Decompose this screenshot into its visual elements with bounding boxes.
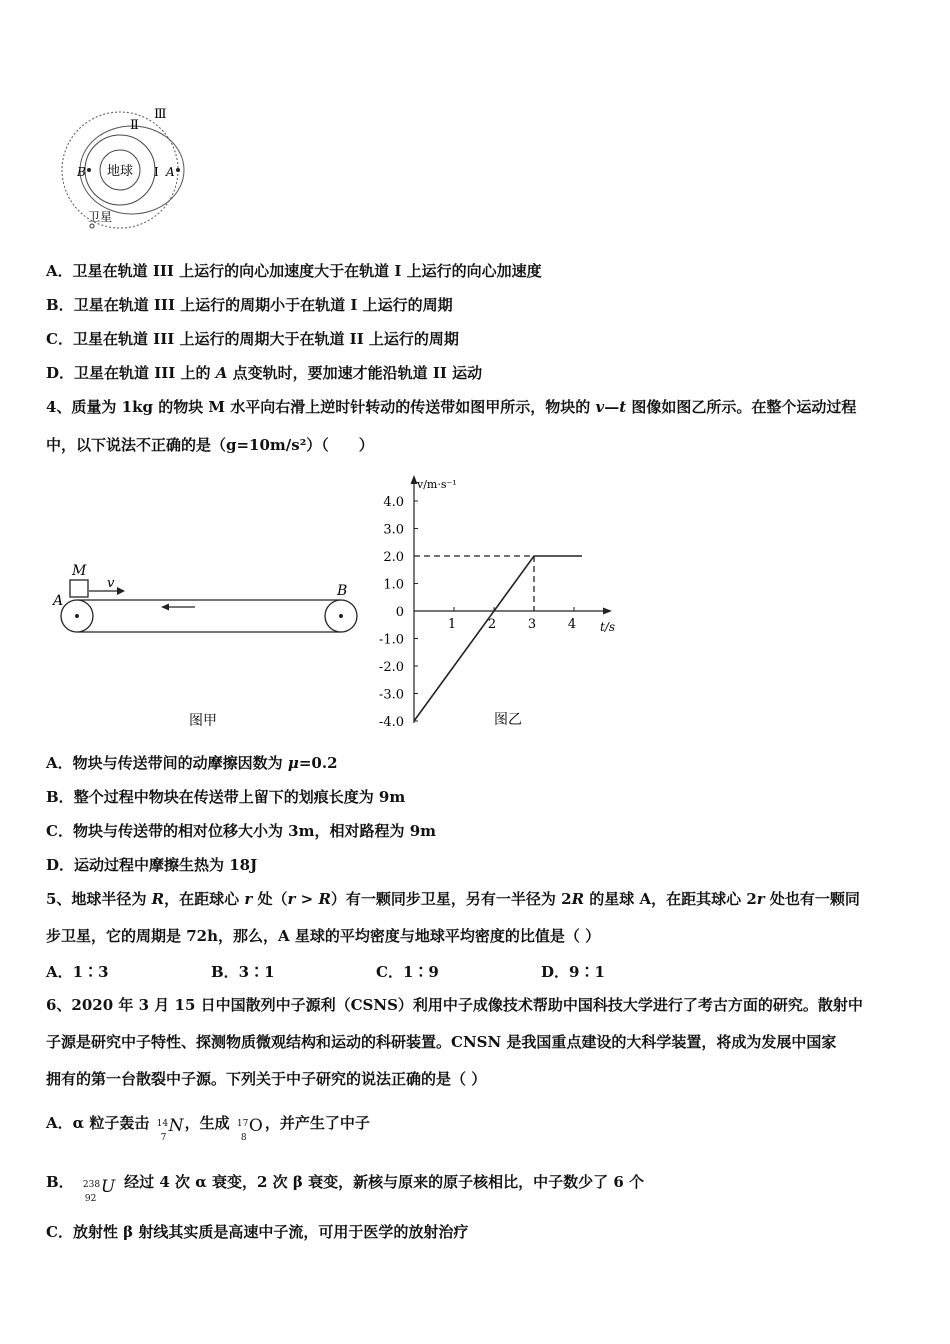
satellite-label: 卫星	[88, 210, 113, 224]
point-a-label: A	[166, 165, 175, 179]
oxygen-17-symbol: 17 8 O	[236, 1116, 263, 1143]
x-tick-label: 3	[527, 617, 537, 632]
q4-stem-line2: 中，以下说法不正确的是（g=10m/s²）（ ）	[46, 436, 374, 454]
q5-option-b: B．3∶1	[211, 963, 275, 981]
earth-label: 地球	[106, 164, 134, 179]
belt-direction-arrow-head	[161, 604, 169, 611]
block-m	[70, 580, 88, 597]
y-tick-label: -1.0	[378, 632, 404, 648]
q3-option-c: C．卫星在轨道 III 上运行的周期大于在轨道 II 上运行的周期	[46, 330, 459, 348]
q6-option-a: A．α 粒子轰击 14 7 N ，生成 17 8 O ，并产生了中子	[46, 1108, 370, 1139]
pulley-b-axle	[339, 614, 343, 618]
y-tick-label: -4.0	[378, 715, 404, 730]
q5-stem-line2: 步卫星，它的周期是 72h，那么，A 星球的平均密度与地球平均密度的比值是（ ）	[46, 927, 601, 945]
y-tick-label: 2.0	[383, 550, 404, 565]
q5-option-c: C．1∶9	[376, 963, 439, 981]
y-tick-label: 0	[395, 605, 404, 620]
q6-stem-line3: 拥有的第一台散裂中子源。下列关于中子研究的说法正确的是（ ）	[46, 1070, 487, 1088]
q3-option-d: D．卫星在轨道 III 上的 A 点变轨时，要加速才能沿轨道 II 运动	[46, 364, 483, 382]
y-tick-label: 4.0	[383, 495, 404, 510]
q5-stem-line1: 5、地球半径为 R，在距球心 r 处（r > R）有一颗同步卫星，另有一半径为 2R 的星球 A，在距其球心 2r 处也有一颗同	[46, 890, 860, 908]
y-axis-label: v/m·s⁻¹	[417, 478, 457, 491]
vt-chart	[360, 470, 640, 740]
pulley-a-label: A	[53, 593, 64, 609]
q6-option-b: B． 238 92 U 经过 4 次 α 衰变，2 次 β 衰变，新核与原来的原子核相比，中子数少了 6 个	[46, 1165, 644, 1199]
q4-option-c: C．物块与传送带的相对位移大小为 3m，相对路程为 9m	[46, 822, 437, 840]
q4-stem-line1: 4、质量为 1kg 的物块 M 水平向右滑上逆时针转动的传送带如图甲所示，物块的 v—t 图像如图乙所示。在整个运动过程	[46, 398, 857, 416]
figure-a-caption: 图甲	[189, 713, 217, 729]
q3-option-b: B．卫星在轨道 III 上运行的周期小于在轨道 I 上运行的周期	[46, 296, 453, 314]
q4-option-a: A．物块与传送带间的动摩擦因数为 μ=0.2	[46, 754, 338, 772]
q5-option-a: A．1∶3	[46, 963, 109, 981]
y-tick-label: -2.0	[378, 660, 404, 675]
x-axis-label: t/s	[600, 620, 616, 634]
point-a-dot	[176, 168, 180, 172]
orbit-1-label: Ⅰ	[154, 165, 159, 179]
y-tick-label: -3.0	[378, 687, 404, 703]
x-tick-label: 2	[487, 617, 497, 632]
x-axis-arrow	[603, 608, 612, 615]
orbit-3-label: Ⅲ	[154, 107, 167, 122]
block-m-label: M	[72, 563, 87, 579]
y-tick-label: 1.0	[383, 577, 404, 593]
y-tick-label: 3.0	[383, 522, 404, 538]
figure-b-caption: 图乙	[494, 712, 522, 728]
q6-stem-line1: 6、2020 年 3 月 15 日中国散列中子源利（CSNS）利用中子成像技术帮助中国科技大学进行了考古方面的研究。散射中	[46, 996, 863, 1014]
q4-option-d: D．运动过程中摩擦生热为 18J	[46, 856, 258, 874]
q6-option-c: C．放射性 β 射线其实质是高速中子流，可用于医学的放射治疗	[46, 1223, 469, 1241]
velocity-label: v	[107, 576, 115, 591]
q3-option-a: A．卫星在轨道 III 上运行的向心加速度大于在轨道 I 上运行的向心加速度	[46, 262, 542, 280]
orbit-2-label: Ⅱ	[130, 118, 139, 133]
x-tick-label: 4	[567, 617, 577, 632]
pulley-a-axle	[75, 614, 79, 618]
pulley-b-label: B	[337, 583, 348, 599]
velocity-arrow-head	[117, 587, 125, 595]
uranium-238-symbol: 238 92 U	[82, 1177, 116, 1204]
vt-series-line	[414, 556, 582, 721]
orbit-figure	[50, 100, 200, 235]
q4-option-b: B．整个过程中物块在传送带上留下的划痕长度为 9m	[46, 788, 406, 806]
point-b-dot	[87, 168, 91, 172]
nitrogen-14-symbol: 14 7 N	[156, 1116, 184, 1143]
q6-stem-line2: 子源是研究中子特性、探测物质微观结构和运动的科研装置。CNSN 是我国重点建设的大科学装置，将成为发展中国家	[46, 1033, 837, 1051]
conveyor-figure	[45, 555, 375, 740]
q5-option-d: D．9∶1	[541, 963, 605, 981]
x-tick-label: 1	[447, 617, 457, 632]
point-b-label: B	[77, 165, 86, 179]
satellite-dot	[90, 224, 94, 228]
